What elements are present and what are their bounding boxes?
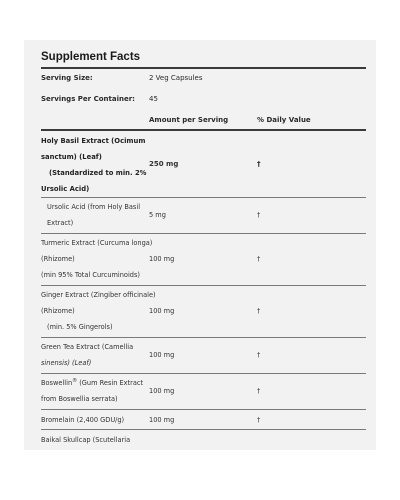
header-rule — [41, 129, 366, 131]
ingredient-line: Baikal Skullcap (Scutellaria — [41, 436, 131, 444]
ingredient-line: Ursolic Acid (from Holy Basil — [47, 203, 141, 211]
ingredient-line: from Boswellia serrata) — [41, 395, 118, 403]
ingredient-daily-value: † — [257, 351, 261, 359]
ingredient-line: Holy Basil Extract (Ocimum — [41, 137, 146, 145]
ingredient-daily-value: † — [257, 387, 261, 395]
row-divider — [41, 337, 366, 338]
row-divider — [41, 409, 366, 410]
ingredient-line: sanctum) (Leaf) — [41, 153, 102, 161]
amount-per-serving-header: Amount per Serving — [149, 116, 229, 124]
ingredient-line-text: sinensis) (Leaf) — [41, 359, 92, 367]
panel-title: Supplement Facts — [41, 51, 141, 63]
serving-size-value: 2 Veg Capsules — [149, 74, 203, 82]
ingredient-line: Bromelain (2,400 GDU/g) — [41, 416, 125, 424]
row-divider — [41, 285, 366, 286]
ingredient-name — [41, 239, 152, 280]
ingredient-name — [41, 416, 124, 425]
row-divider — [41, 233, 366, 234]
ingredient-line: (Rhizome) — [41, 255, 75, 263]
ingredient-line: Green Tea Extract (Camellia — [41, 343, 134, 351]
ingredient-line: (Rhizome) — [41, 307, 75, 315]
ingredient-amount: 100 mg — [149, 307, 175, 315]
ingredient-daily-value: † — [257, 211, 261, 219]
row-divider — [41, 197, 366, 198]
ingredient-daily-value: † — [257, 307, 261, 315]
serving-size-label: Serving Size: — [41, 74, 93, 82]
servings-per-container-label: Servings Per Container: — [41, 95, 135, 103]
ingredient-line: Turmeric Extract (Curcuma longa) — [41, 239, 153, 247]
ingredient-name — [41, 343, 133, 368]
ingredient-name-suffix: (Gum Resin Extract — [77, 379, 144, 387]
ingredient-amount: 5 mg — [149, 211, 166, 219]
ingredient-line: (min 95% Total Curcuminoids) — [41, 271, 140, 279]
ingredient-line: Ginger Extract (Zingiber officinale) — [41, 291, 156, 299]
ingredient-name — [47, 203, 140, 228]
row-divider — [41, 373, 366, 374]
ingredient-name — [41, 436, 130, 445]
ingredient-amount: 100 mg — [149, 255, 175, 263]
registered-mark: ® — [72, 377, 78, 384]
ingredient-daily-value: † — [257, 255, 261, 263]
ingredient-amount: 250 mg — [149, 160, 179, 168]
ingredient-line: (min. 5% Gingerols) — [47, 323, 113, 331]
ingredient-name — [41, 291, 156, 332]
row-divider — [41, 429, 366, 430]
ingredient-amount: 100 mg — [149, 416, 175, 424]
ingredient-name-prefix: Boswellin — [41, 379, 73, 387]
title-rule — [41, 67, 366, 69]
ingredient-line: Extract) — [47, 219, 74, 227]
daily-value-header: % Daily Value — [257, 116, 311, 124]
ingredient-line: (Standardized to min. 2% — [49, 169, 147, 177]
supplement-facts-panel — [24, 40, 376, 450]
servings-per-container-value: 45 — [149, 95, 158, 103]
ingredient-line — [41, 359, 133, 368]
ingredient-daily-value: † — [257, 416, 261, 424]
ingredient-name — [41, 379, 143, 404]
ingredient-line — [41, 379, 143, 388]
ingredient-amount: 100 mg — [149, 351, 175, 359]
ingredient-name — [41, 137, 147, 194]
ingredient-daily-value: † — [257, 160, 261, 168]
ingredient-line: Ursolic Acid) — [41, 185, 90, 193]
ingredient-amount: 100 mg — [149, 387, 175, 395]
